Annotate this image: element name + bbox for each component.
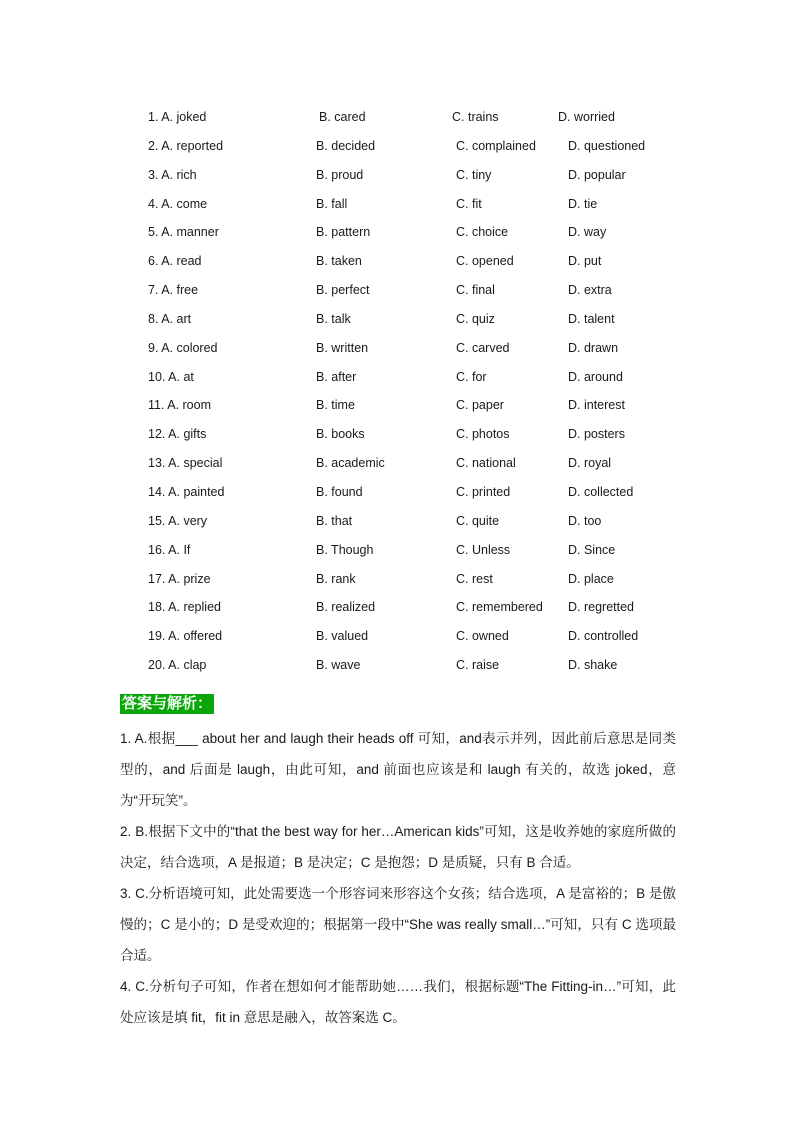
option-b: B. realized xyxy=(316,600,376,615)
option-c: C. rest xyxy=(456,571,493,586)
option-d: D. too xyxy=(568,513,602,528)
option-a: 19. A. offered xyxy=(148,629,223,644)
option-a: 16. A. If xyxy=(148,542,191,557)
option-c: C. trains xyxy=(452,110,499,124)
option-b: B. decided xyxy=(316,138,376,153)
option-c: C. for xyxy=(456,369,487,384)
option-c: C. tiny xyxy=(456,167,492,182)
option-a: 15. A. very xyxy=(148,513,208,528)
option-a: 17. A. prize xyxy=(148,571,211,586)
option-d: D. questioned xyxy=(568,138,646,153)
options-list xyxy=(148,107,708,684)
question-option-row xyxy=(148,655,708,684)
option-d: D. shake xyxy=(568,658,618,673)
option-d: D. royal xyxy=(568,456,612,471)
option-d: D. posters xyxy=(568,427,625,442)
option-a: 11. A. room xyxy=(148,398,211,413)
option-d: D. interest xyxy=(568,398,625,413)
option-a: 7. A. free xyxy=(148,283,199,298)
question-option-row xyxy=(148,367,708,396)
option-b: B. fall xyxy=(316,196,348,211)
question-option-row xyxy=(148,395,708,424)
option-d: D. collected xyxy=(568,484,634,499)
option-d: D. popular xyxy=(568,167,626,182)
answer-explanation: 3. C.分析语境可知，此处需要选一个形容词来形容这个女孩；结合选项，A 是富裕的；B 是傲慢的；C 是小的；D 是受欢迎的；根据第一段中“She was really small…”可知，只有 C 选项最合适。 xyxy=(120,886,676,963)
option-c: C. raise xyxy=(456,658,500,673)
option-a: 4. A. come xyxy=(148,196,208,211)
option-a: 10. A. at xyxy=(148,369,194,384)
question-option-row xyxy=(148,597,708,626)
option-d: D. tie xyxy=(568,196,598,211)
option-c: C. choice xyxy=(456,225,509,240)
option-b: B. taken xyxy=(316,254,362,269)
option-b: B. academic xyxy=(316,456,385,471)
option-c: C. remembered xyxy=(456,600,543,615)
option-a: 14. A. painted xyxy=(148,484,225,499)
option-b: B. valued xyxy=(316,629,369,644)
option-b: B. pattern xyxy=(316,225,371,240)
question-option-row xyxy=(148,626,708,655)
option-c: C. printed xyxy=(456,484,511,499)
option-c: C. final xyxy=(456,283,495,298)
option-d: D. extra xyxy=(568,283,612,298)
question-option-row xyxy=(148,453,708,482)
option-c: C. quiz xyxy=(456,311,495,326)
option-b: B. talk xyxy=(316,311,351,326)
question-option-row xyxy=(148,107,708,136)
option-a: 8. A. art xyxy=(148,311,192,326)
option-b: B. written xyxy=(316,340,369,355)
option-a: 6. A. read xyxy=(148,254,202,269)
option-d: D. drawn xyxy=(568,340,619,355)
option-a: 20. A. clap xyxy=(148,658,207,673)
question-option-row xyxy=(148,222,708,251)
question-option-row xyxy=(148,194,708,223)
option-c: C. opened xyxy=(456,254,514,269)
option-c: C. national xyxy=(456,456,516,471)
option-b: B. wave xyxy=(316,658,361,673)
option-a: 3. A. rich xyxy=(148,167,197,182)
option-c: C. paper xyxy=(456,398,504,413)
answers-section xyxy=(120,723,676,1033)
option-a: 2. A. reported xyxy=(148,138,224,153)
question-option-row xyxy=(148,511,708,540)
option-d: D. way xyxy=(568,225,607,240)
option-d: D. place xyxy=(568,571,614,586)
option-d: D. Since xyxy=(568,542,616,557)
option-a: 5. A. manner xyxy=(148,225,219,240)
option-b: B. books xyxy=(316,427,365,442)
option-d: D. controlled xyxy=(568,629,639,644)
question-option-row xyxy=(148,540,708,569)
option-c: C. Unless xyxy=(456,542,511,557)
question-option-row xyxy=(148,569,708,598)
option-c: C. fit xyxy=(456,196,482,211)
option-b: B. time xyxy=(316,398,355,413)
option-c: C. carved xyxy=(456,340,510,355)
option-d: D. put xyxy=(568,254,602,269)
option-d: D. around xyxy=(568,369,623,384)
answer-explanation: 2. B.根据下文中的“that the best way for her…American kids”可知，这是收养她的家庭所做的决定，结合选项，A 是报道；B 是决定；C 是抱怨；D 是质疑，只有 B 合适。 xyxy=(120,824,676,870)
option-a: 18. A. replied xyxy=(148,600,221,615)
option-c: C. owned xyxy=(456,629,509,644)
answer-explanation: 1. A.根据___ about her and laugh their heads off 可知，and表示并列，因此前后意思是同类型的，and 后面是 laugh，由此可知，and 前面也应该是和 laugh 有关的，故选 joked，意为“开玩笑”。 xyxy=(120,731,676,808)
option-d: D. regretted xyxy=(568,600,635,615)
option-b: B. perfect xyxy=(316,283,370,298)
option-a: 1. A. joked xyxy=(148,110,207,124)
option-b: B. proud xyxy=(316,167,364,182)
question-option-row xyxy=(148,136,708,165)
option-b: B. found xyxy=(316,484,363,499)
question-option-row xyxy=(148,280,708,309)
answer-explanation: 4. C.分析句子可知，作者在想如何才能帮助她……我们，根据标题“The Fitting-in…”可知，此处应该是填 fit，fit in 意思是融入，故答案选 C。 xyxy=(120,979,676,1025)
option-b: B. Though xyxy=(316,542,374,557)
option-c: C. complained xyxy=(456,138,536,153)
question-option-row xyxy=(148,424,708,453)
option-b: B. cared xyxy=(319,110,366,124)
option-b: B. that xyxy=(316,513,353,528)
question-option-row xyxy=(148,251,708,280)
question-option-row xyxy=(148,338,708,367)
option-a: 12. A. gifts xyxy=(148,427,207,442)
option-a: 9. A. colored xyxy=(148,340,218,355)
option-d: D. talent xyxy=(568,311,615,326)
question-option-row xyxy=(148,309,708,338)
option-a: 13. A. special xyxy=(148,456,223,471)
question-option-row xyxy=(148,482,708,511)
answer-heading: 答案与解析： xyxy=(122,695,213,712)
option-c: C. quite xyxy=(456,513,500,528)
option-d: D. worried xyxy=(558,110,615,124)
option-b: B. after xyxy=(316,369,357,384)
question-option-row xyxy=(148,165,708,194)
option-b: B. rank xyxy=(316,571,356,586)
option-c: C. photos xyxy=(456,427,510,442)
